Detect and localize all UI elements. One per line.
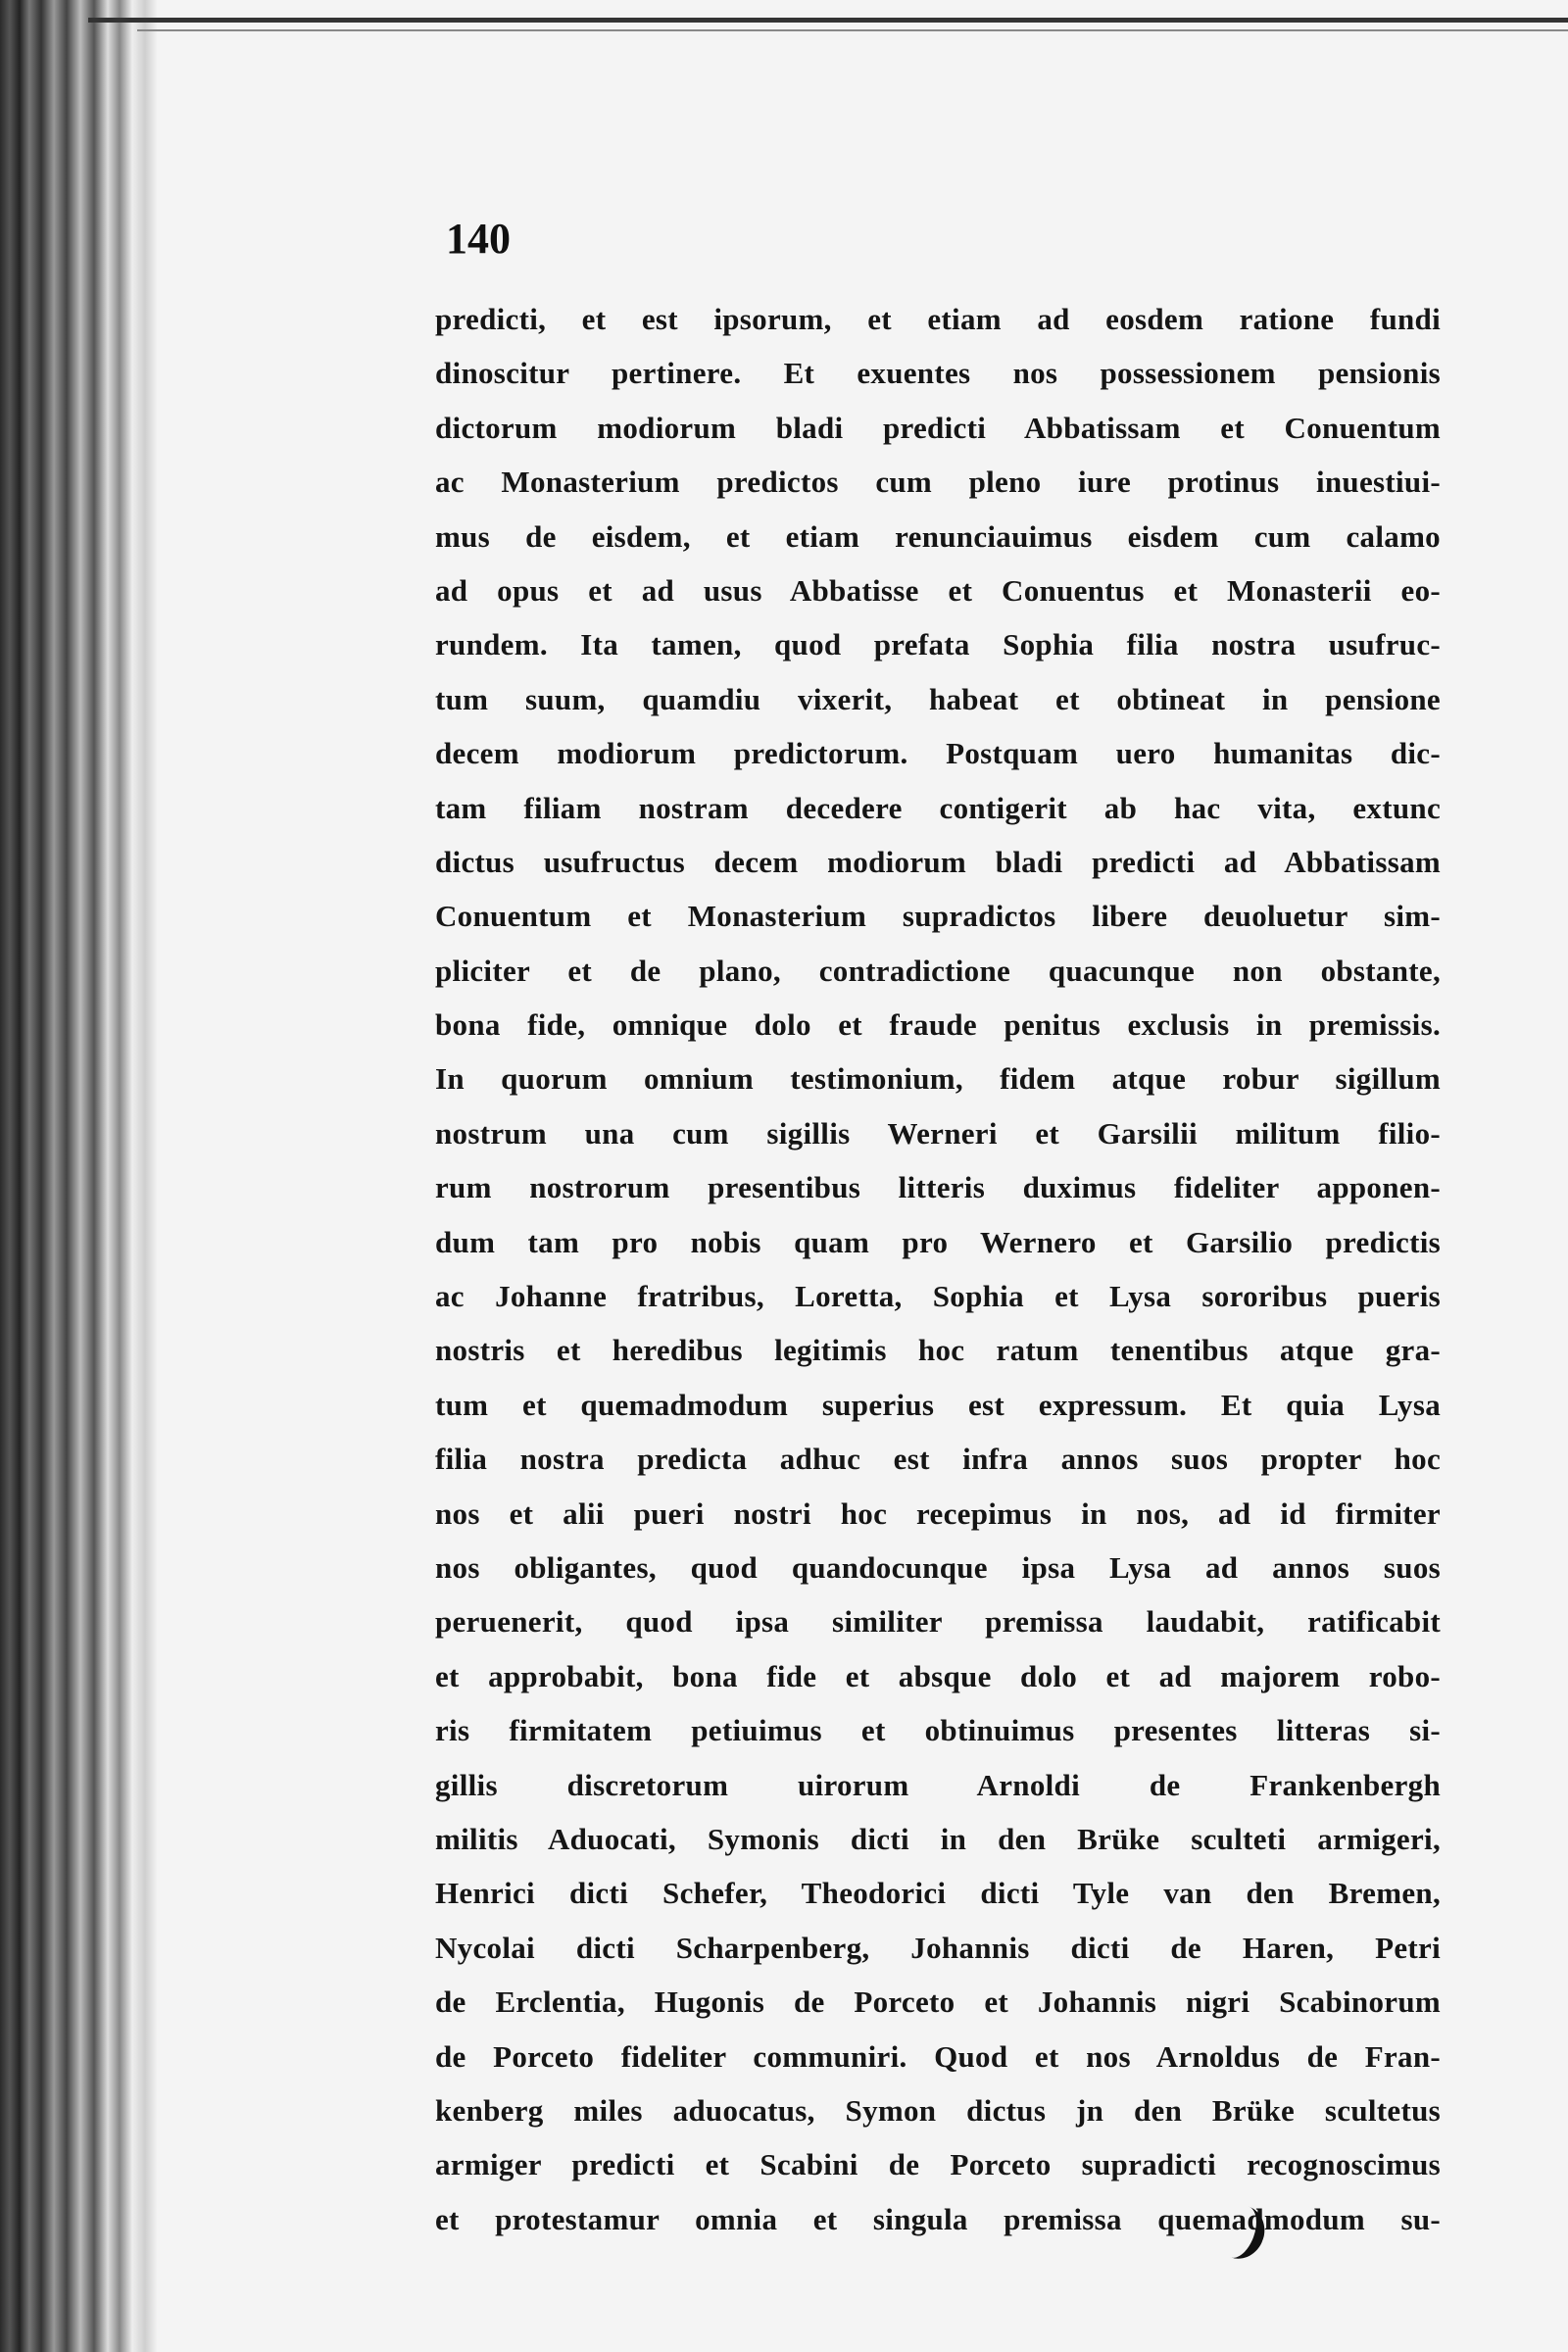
text-line: ad opus et ad usus Abbatisse et Conuentus et Monasterii eo- <box>435 572 1441 608</box>
text-line: tum suum, quamdiu vixerit, habeat et obtineat in pensione <box>435 681 1441 716</box>
text-line: gillis discretorum uirorum Arnoldi de Frankenbergh <box>435 1767 1441 1802</box>
text-line: mus de eisdem, et etiam renunciauimus eisdem cum calamo <box>435 518 1441 554</box>
text-line: dictorum modiorum bladi predicti Abbatissam et Conuentum <box>435 410 1441 445</box>
text-line: tam filiam nostram decedere contigerit ab hac vita, extunc <box>435 790 1441 825</box>
text-line: kenberg miles aduocatus, Symon dictus jn den Brüke scultetus <box>435 2092 1441 2128</box>
text-line: peruenerit, quod ipsa similiter premissa laudabit, ratificabit <box>435 1604 1441 1640</box>
text-line: decem modiorum predictorum. Postquam uero humanitas dic- <box>435 736 1441 771</box>
page-top-edge-shadow <box>137 29 1568 31</box>
body-text <box>435 292 1441 2246</box>
text-line: rum nostrorum presentibus litteris duximus fideliter apponen- <box>435 1170 1441 1205</box>
page-top-edge <box>88 18 1568 23</box>
text-line: filia nostra predicta adhuc est infra annos suos propter hoc <box>435 1442 1441 1477</box>
text-line: ris firmitatem petiuimus et obtinuimus presentes litteras si- <box>435 1713 1441 1748</box>
text-line: dum tam pro nobis quam pro Wernero et Garsilio predictis <box>435 1224 1441 1259</box>
text-line: pliciter et de plano, contradictione quacunque non obstante, <box>435 953 1441 988</box>
text-line: de Porceto fideliter communiri. Quod et nos Arnoldus de Fran- <box>435 2038 1441 2074</box>
page-number: 140 <box>446 215 511 263</box>
text-line: ac Johanne fratribus, Loretta, Sophia et Lysa sororibus pueris <box>435 1279 1441 1314</box>
text-line: tum et quemadmodum superius est expressum. Et quia Lysa <box>435 1387 1441 1422</box>
text-line: Henrici dicti Schefer, Theodorici dicti Tyle van den Bremen, <box>435 1876 1441 1911</box>
text-line: nostris et heredibus legitimis hoc ratum tenentibus atque gra- <box>435 1333 1441 1368</box>
text-line: nostrum una cum sigillis Werneri et Garsilii militum filio- <box>435 1115 1441 1151</box>
text-line: dinoscitur pertinere. Et exuentes nos possessionem pensionis <box>435 356 1441 391</box>
text-line: predicti, et est ipsorum, et etiam ad eosdem ratione fundi <box>435 302 1441 336</box>
text-line: et approbabit, bona fide et absque dolo et ad majorem robo- <box>435 1658 1441 1693</box>
text-line: nos obligantes, quod quandocunque ipsa Lysa ad annos suos <box>435 1549 1441 1585</box>
text-line: Conuentum et Monasterium supradictos libere deuoluetur sim- <box>435 899 1441 934</box>
text-line: rundem. Ita tamen, quod prefata Sophia filia nostra usufruc- <box>435 627 1441 662</box>
book-binding-edge <box>0 0 157 2352</box>
text-line: dictus usufructus decem modiorum bladi predicti ad Abbatissam <box>435 844 1441 879</box>
text-line: armiger predicti et Scabini de Porceto supradicti recognoscimus <box>435 2147 1441 2182</box>
text-line: militis Aduocati, Symonis dicti in den Brüke sculteti armigeri, <box>435 1821 1441 1856</box>
text-line: bona fide, omnique dolo et fraude penitus exclusis in premissis. <box>435 1007 1441 1043</box>
text-line: nos et alii pueri nostri hoc recepimus in nos, ad id firmiter <box>435 1495 1441 1531</box>
text-line: Nycolai dicti Scharpenberg, Johannis dicti de Haren, Petri <box>435 1930 1441 1965</box>
text-line: et protestamur omnia et singula premissa quemadmodum su- <box>435 2201 1441 2236</box>
text-line: In quorum omnium testimonium, fidem atque robur sigillum <box>435 1061 1441 1097</box>
text-line: de Erclentia, Hugonis de Porceto et Johannis nigri Scabinorum <box>435 1984 1441 2020</box>
text-line: ac Monasterium predictos cum pleno iure protinus inuestiui- <box>435 465 1441 500</box>
